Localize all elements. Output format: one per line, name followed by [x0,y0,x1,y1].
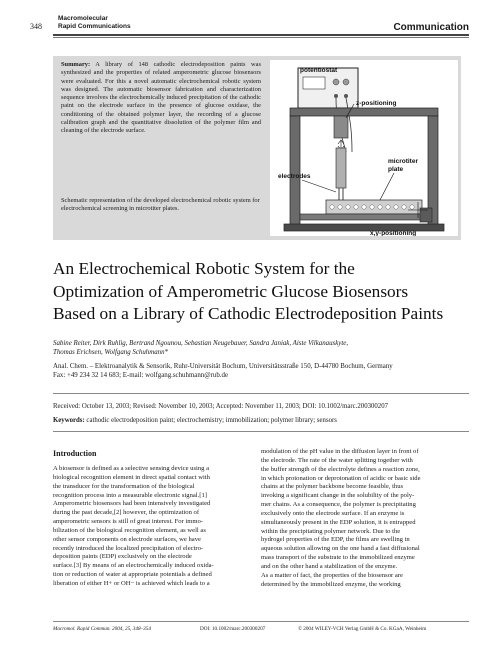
footer-rule [53,621,469,622]
z-positioning-label: z-positioning [356,100,397,107]
text-line: the buffer strength of the electrolyte defines a reaction zone, [261,465,420,473]
electrodes-label: electrodes [278,173,311,180]
potentiostat-label: potentiostat [300,67,338,74]
text-line: simultaneously present in the EDP solution, it is entrapped [261,518,416,526]
text-line: tion or reduction of water at appropriate potentials a defined [53,571,212,579]
left-column [53,465,261,589]
section-label: Communication [393,22,469,33]
potentiostat-knob [333,79,339,85]
text-line: determined by the immobilized enzyme, the working [261,580,401,588]
header-rule [53,34,469,36]
text-line: recognition process into a measurable electronic signal.[1] [53,491,207,499]
potentiostat-display [303,77,325,89]
text-line: the transducer for the transformation of the biological [53,482,195,490]
divider [53,431,469,432]
text-line: within the precipitating polymer network. Due to the [261,527,401,535]
text-line: modulation of the pH value in the diffusion layer in front of [261,448,419,455]
text-line: and on the other hand a stabilization of the enzyme. [261,562,398,570]
journal-name-line2: Rapid Communications [58,23,131,30]
potentiostat-knob [343,79,349,85]
text-line: biological recognition element in direct spatial contact with [53,473,210,481]
summary-text: A library of 148 cathodic electrodeposition paints was synthesized and the properties of related amperometric glucose biosensors were evaluated. For this a novel automatic electrochemical robotic system was designed. The automatic biosensor fabrication and characterization sequence involves the electrochemically induced precipitation of the cathodic paint on the electrode surface in the presence of glucose oxidase, the conditioning of the obtained polymer layer, the recording of a glucose calibration graph and the quantitative dissolution of the polymer film and cleaning of the electrode surface. [61,61,261,135]
page-number: 348 [30,22,42,31]
text-line: aqueous solution allowing on the one hand a fast diffusional [261,545,420,553]
text-line: hydrogel properties of the EDP, the films are swelling in [261,536,410,544]
text-line: A biosensor is defined as a selective sensing device using a [53,465,210,472]
potentiostat-jack [344,94,348,98]
text-line: chains at the polymer backbone become feasible, thus [261,483,404,491]
figure-caption: Schematic representation of the developed electrochemical robotic system for electrochemical screening in microtiter plates. [61,197,260,213]
received-dates: Received: October 13, 2003; Revised: November 10, 2003; Accepted: November 11, 2003; DOI: 10.1002/marc.200300207 [53,403,388,410]
right-column [261,448,469,590]
z-axis-carriage [334,116,348,138]
text-line: As a matter of fact, the properties of the biosensor are [261,571,403,579]
text-line: invoking a significant change in the solubility of the poly- [261,492,415,500]
text-line: deposition paints (EDP) exclusively on the electrode [53,553,192,561]
summary-label: Summary: [61,61,91,68]
robotic-system-schematic [270,60,458,236]
author-list [53,339,473,357]
robotic-system-figure [270,60,458,236]
text-line: surface.[3] By means of an electrochemically induced oxida- [53,562,214,570]
electrode-holder [336,148,346,188]
text-line: in which protonation or deprotonation of acidic or basic side [261,474,421,482]
title-line: An Electrochemical Robotic System for the [53,259,355,278]
microtiter-label: microtiter [388,158,418,165]
keywords-text: cathodic electrodeposition paint; electrochemistry; immobilization; polymer library; sensors [86,417,337,424]
affiliation-line: Anal. Chem. – Elektroanalytik & Sensorik, Ruhr-Universität Bochum, Universitätsstraße 150, D-44780 Bochum, Germany [53,363,393,370]
article-title [53,258,483,326]
frame-top-beam [290,108,438,116]
keywords-label: Keywords: [53,417,85,424]
text-line: mer chains. As a consequence, the polymer is precipitating [261,501,416,509]
divider [53,393,469,394]
footer-doi: DOI: 10.1002/marc.200300207 [200,626,266,632]
text-line: liberation of either H+ or OH− is achieved which leads to a [53,579,210,587]
title-line: Based on a Library of Cathodic Electrodeposition Paints [53,304,444,323]
frame-left-post [290,116,300,226]
xy-stage [300,214,428,220]
text-line: amperometric sensors is still of great interest. For immo- [53,518,203,526]
title-line: Optimization of Amperometric Glucose Biosensors [53,281,409,301]
footer-citation: Macromol. Rapid Commun. 2004, 25, 348–354 [53,626,151,632]
contact-line: Fax: +49 234 32 14 683; E-mail: wolfgang.schuhmann@rub.de [53,372,229,379]
header-rule-thin [53,37,469,38]
text-line: Amperometric biosensors had been intensively investigated [53,500,211,508]
summary-paragraph [61,61,261,136]
microtiter-label-line2: plate [388,166,404,173]
journal-name-line1: Macromolecular [58,15,108,22]
text-line: the electrode. The rate of the water splitting together with [261,456,413,464]
introduction-heading: Introduction [53,449,97,458]
text-line: during the past decade,[2] however, the optimization of [53,509,200,517]
xy-positioning-label: x,y-positioning [370,230,417,236]
authors-line: Thomas Erichsen, Wolfgang Schuhmann* [53,349,168,356]
footer-copyright: © 2004 WILEY-VCH Verlag GmbH & Co. KGaA, Weinheim [298,626,427,632]
text-line: recently introduced the localized precipitation of electro- [53,544,204,552]
frame-base [284,224,444,231]
text-line: bilization of the biological recognition element, as well as [53,526,206,534]
electrodes-pointer [302,180,336,192]
journal-name [58,15,131,31]
affiliation [53,362,473,380]
microtiter-pointer [380,173,394,200]
text-line: other sensor components on electrode surfaces, we have [53,535,201,543]
potentiostat-jack [334,94,338,98]
text-line: mass transport of the substrate to the immobilized enzyme [261,554,415,562]
authors-line: Sabine Reiter, Dirk Ruhlig, Bertrand Ngounou, Sebastian Neugebauer, Sandra Janiak, Aiste Vilkanauskyte, [53,340,349,347]
text-line: exclusively onto the electrode surface. If an enzyme is [261,509,405,517]
keywords-line [53,417,337,424]
